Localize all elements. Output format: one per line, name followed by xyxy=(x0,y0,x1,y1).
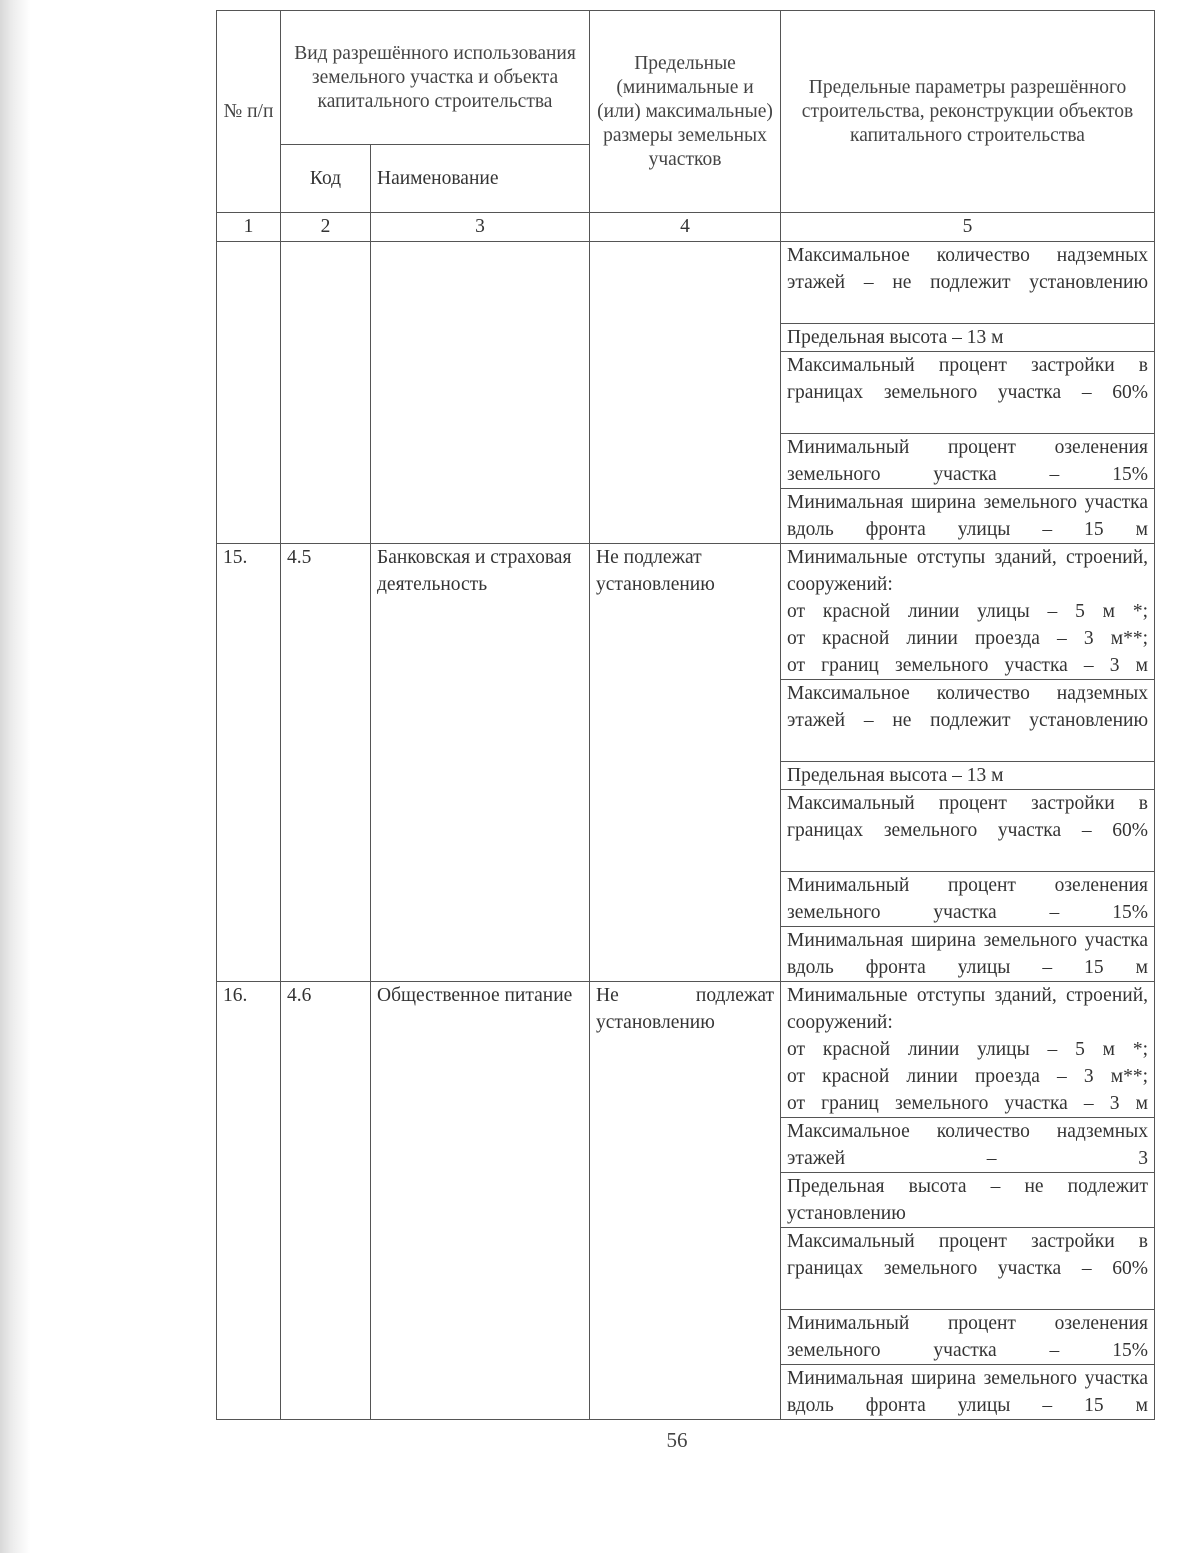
row-name: Общественное питание xyxy=(371,982,590,1420)
colnum-2: 2 xyxy=(281,213,371,242)
table-row-continued xyxy=(217,242,1155,544)
param-cell: Предельная высота – не подлежит установлению xyxy=(781,1173,1154,1228)
header-use-type: Вид разрешённого использования земельного участка и объекта капитального строительства xyxy=(281,11,590,145)
row-number: 15. xyxy=(217,544,281,982)
param-cell: Минимальный процент озеленения земельного участка – 15% xyxy=(781,434,1154,489)
param-cell: Предельная высота – 13 м xyxy=(781,324,1154,352)
param-cell: Минимальные отступы зданий, строений, сооружений: от красной линии улицы – 5 м *; от красной линии проезда – 3 м**; от границ земельного участка – 3 м xyxy=(781,982,1154,1118)
header-number: № п/п xyxy=(217,11,281,213)
param-cell: Максимальный процент застройки в границах земельного участка – 60% xyxy=(781,1228,1154,1310)
colnum-1: 1 xyxy=(217,213,281,242)
param-cell: Максимальный процент застройки в границах земельного участка – 60% xyxy=(781,790,1154,872)
row-code: 4.6 xyxy=(281,982,371,1420)
row-size: Не подлежат установлению xyxy=(590,544,781,982)
header-parameters: Предельные параметры разрешённого строительства, реконструкции объектов капитального строительства xyxy=(781,11,1155,213)
row-number: 16. xyxy=(217,982,281,1420)
row-code: 4.5 xyxy=(281,544,371,982)
param-cell: Максимальное количество надземных этажей – не подлежит установлению xyxy=(781,242,1154,324)
param-cell: Предельная высота – 13 м xyxy=(781,762,1154,790)
param-cell: Минимальный процент озеленения земельного участка – 15% xyxy=(781,872,1154,927)
param-cell: Минимальные отступы зданий, строений, сооружений: от красной линии улицы – 5 м *; от красной линии проезда – 3 м**; от границ земельного участка – 3 м xyxy=(781,544,1154,680)
param-cell: Минимальный процент озеленения земельного участка – 15% xyxy=(781,1310,1154,1365)
row-size: Не подлежат установлению xyxy=(590,982,781,1420)
param-cell: Максимальный процент застройки в границах земельного участка – 60% xyxy=(781,352,1154,434)
table-row-16 xyxy=(217,982,1155,1420)
param-cell: Минимальная ширина земельного участка вдоль фронта улицы – 15 м xyxy=(787,492,1149,540)
param-cell: Минимальная ширина земельного участка вдоль фронта улицы – 15 м xyxy=(787,1368,1149,1416)
colnum-3: 3 xyxy=(371,213,590,242)
header-code: Код xyxy=(281,145,371,213)
header-plot-sizes: Предельные (минимальные и (или) максимальные) размеры земельных участков xyxy=(590,11,781,213)
param-cell: Минимальная ширина земельного участка вдоль фронта улицы – 15 м xyxy=(787,930,1149,978)
document-page xyxy=(216,10,1154,1420)
row-name: Банковская и страховая деятельность xyxy=(371,544,590,982)
param-cell: Максимальное количество надземных этажей – 3 xyxy=(781,1118,1154,1173)
scan-edge-shadow xyxy=(0,0,30,1553)
param-cell: Максимальное количество надземных этажей – не подлежит установлению xyxy=(781,680,1154,762)
colnum-4: 4 xyxy=(590,213,781,242)
colnum-5: 5 xyxy=(781,213,1155,242)
header-name: Наименование xyxy=(371,145,590,213)
land-use-table xyxy=(216,10,1155,1420)
page-number: 56 xyxy=(666,1428,688,1452)
table-row-15 xyxy=(217,544,1155,982)
